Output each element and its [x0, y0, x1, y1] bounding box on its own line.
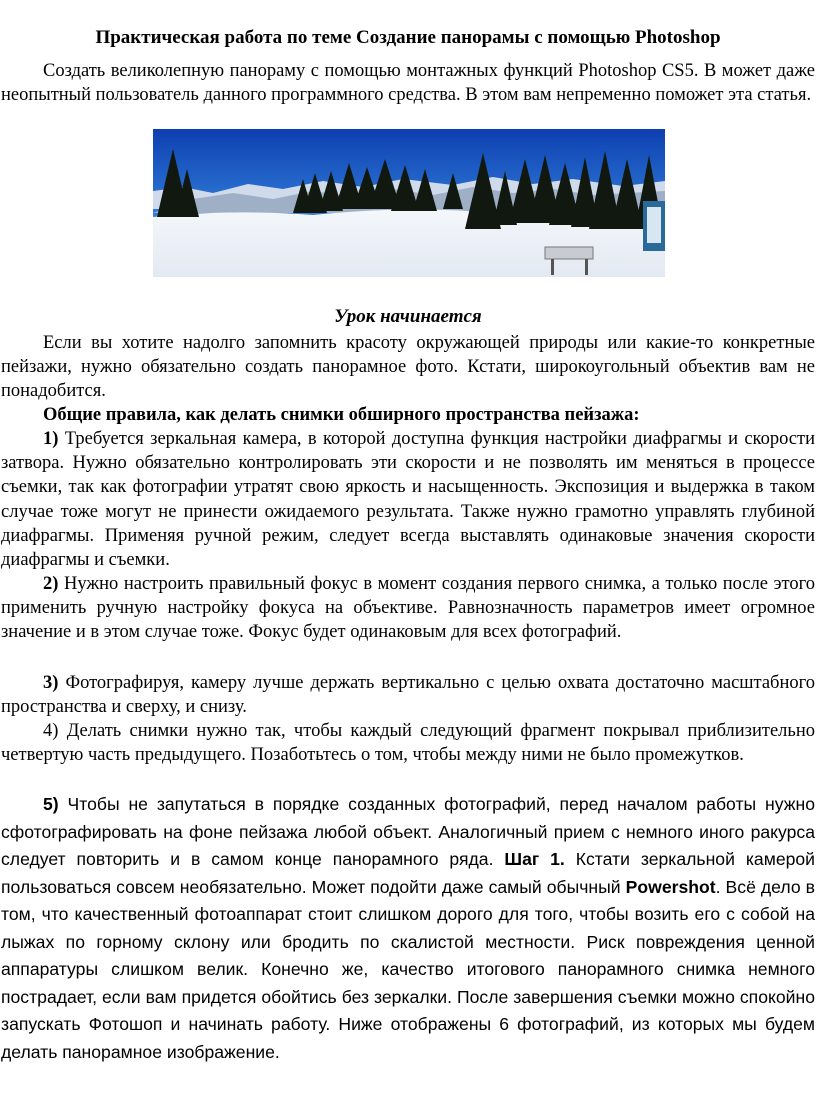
- panorama-photo: [153, 129, 665, 277]
- rule-text: Требуется зеркальная камера, в которой доступна функция настройки диафрагмы и скорости затвора. Нужно обязательно контролировать эти скорости и не позволять им меняться в процессе съемки, так как фотографии утратят свою яркость и насыщенность. Экспозиция и выдержка в таком случае тоже могут не принести ожидаемого результата. Также нужно грамотно управлять глубиной диафрагмы. Применяя ручной режим, следует всегда выставлять одинаковые значения скорости диафрагмы и съемки.: [1, 429, 815, 571]
- step-label: Шаг 1.: [504, 849, 565, 869]
- rule-number: 2): [43, 574, 59, 594]
- brand-name: Powershot: [625, 876, 716, 897]
- rule-number: 3): [43, 673, 59, 693]
- rule-text: Нужно настроить правильный фокус в момент создания первого снимка, а только после этого применить ручную настройку фокуса на объективе. Равнозначность параметров имеет огромное значение и в этом случае тоже. Фокус будет одинаковым для всех фотографий.: [1, 574, 815, 643]
- rule-4: [1, 719, 815, 767]
- rule-number: 5): [43, 794, 59, 814]
- rule-number: 1): [43, 429, 59, 449]
- lesson-heading: Урок начинается: [334, 306, 482, 327]
- rule-text: Чтобы не запутаться в порядке созданных фотографий, перед началом работы нужно сфотографировать на фоне пейзажа любой объект. Аналогичный прием с немного иного ракурса следует повторить и в самом конце панорамного ряда.: [1, 794, 815, 869]
- rule-text: Фотографируя, камеру лучше держать вертикально с целью охвата достаточно масштабного пространства и сверху, и снизу.: [1, 673, 815, 718]
- document-title: Практическая работа по теме Создание панорамы с помощью Photoshop: [95, 27, 721, 48]
- rule-3: [1, 671, 815, 719]
- rules-heading: Общие правила, как делать снимки обширного пространства пейзажа:: [43, 405, 640, 425]
- rule-2: [1, 572, 815, 645]
- rule-5-and-step-1: [1, 791, 815, 1066]
- step-text-b: . Всё дело в том, что качественный фотоаппарат стоит слишком дорого для того, чтобы возить его с собой на лыжах по горному склону или бродить по скалистой местности. Риск повреждения ценной аппаратуры слишком велик. Конечно же, качество итогового панорамного снимка немного пострадает, если вам придется обойтись без зеркалки. После завершения съемки можно спокойно запускать Фотошоп и начинать работу. Ниже отображены 6 фотографий, из которых мы будем делать панорамное изображение.: [1, 876, 815, 1062]
- step-text-a: Кстати зеркальной камерой пользоваться совсем необязательно. Может подойти даже самый обычный: [1, 849, 815, 897]
- rule-number: 4): [43, 721, 59, 741]
- lesson-intro-paragraph: Если вы хотите надолго запомнить красоту окружающей природы или какие-то конкретные пейзажи, нужно обязательно создать панорамное фото. Кстати, широкоугольный объектив вам не понадобится.: [1, 333, 815, 402]
- intro-paragraph: Создать великолепную панораму с помощью монтажных функций Photoshop CS5. В может даже неопытный пользователь данного программного средства. В этом вам непременно поможет эта статья.: [1, 61, 815, 106]
- rule-text: Делать снимки нужно так, чтобы каждый следующий фрагмент покрывал приблизительно четвертую часть предыдущего. Позаботьтесь о том, чтобы между ними не было промежутков.: [1, 721, 815, 766]
- rule-1: [1, 427, 815, 572]
